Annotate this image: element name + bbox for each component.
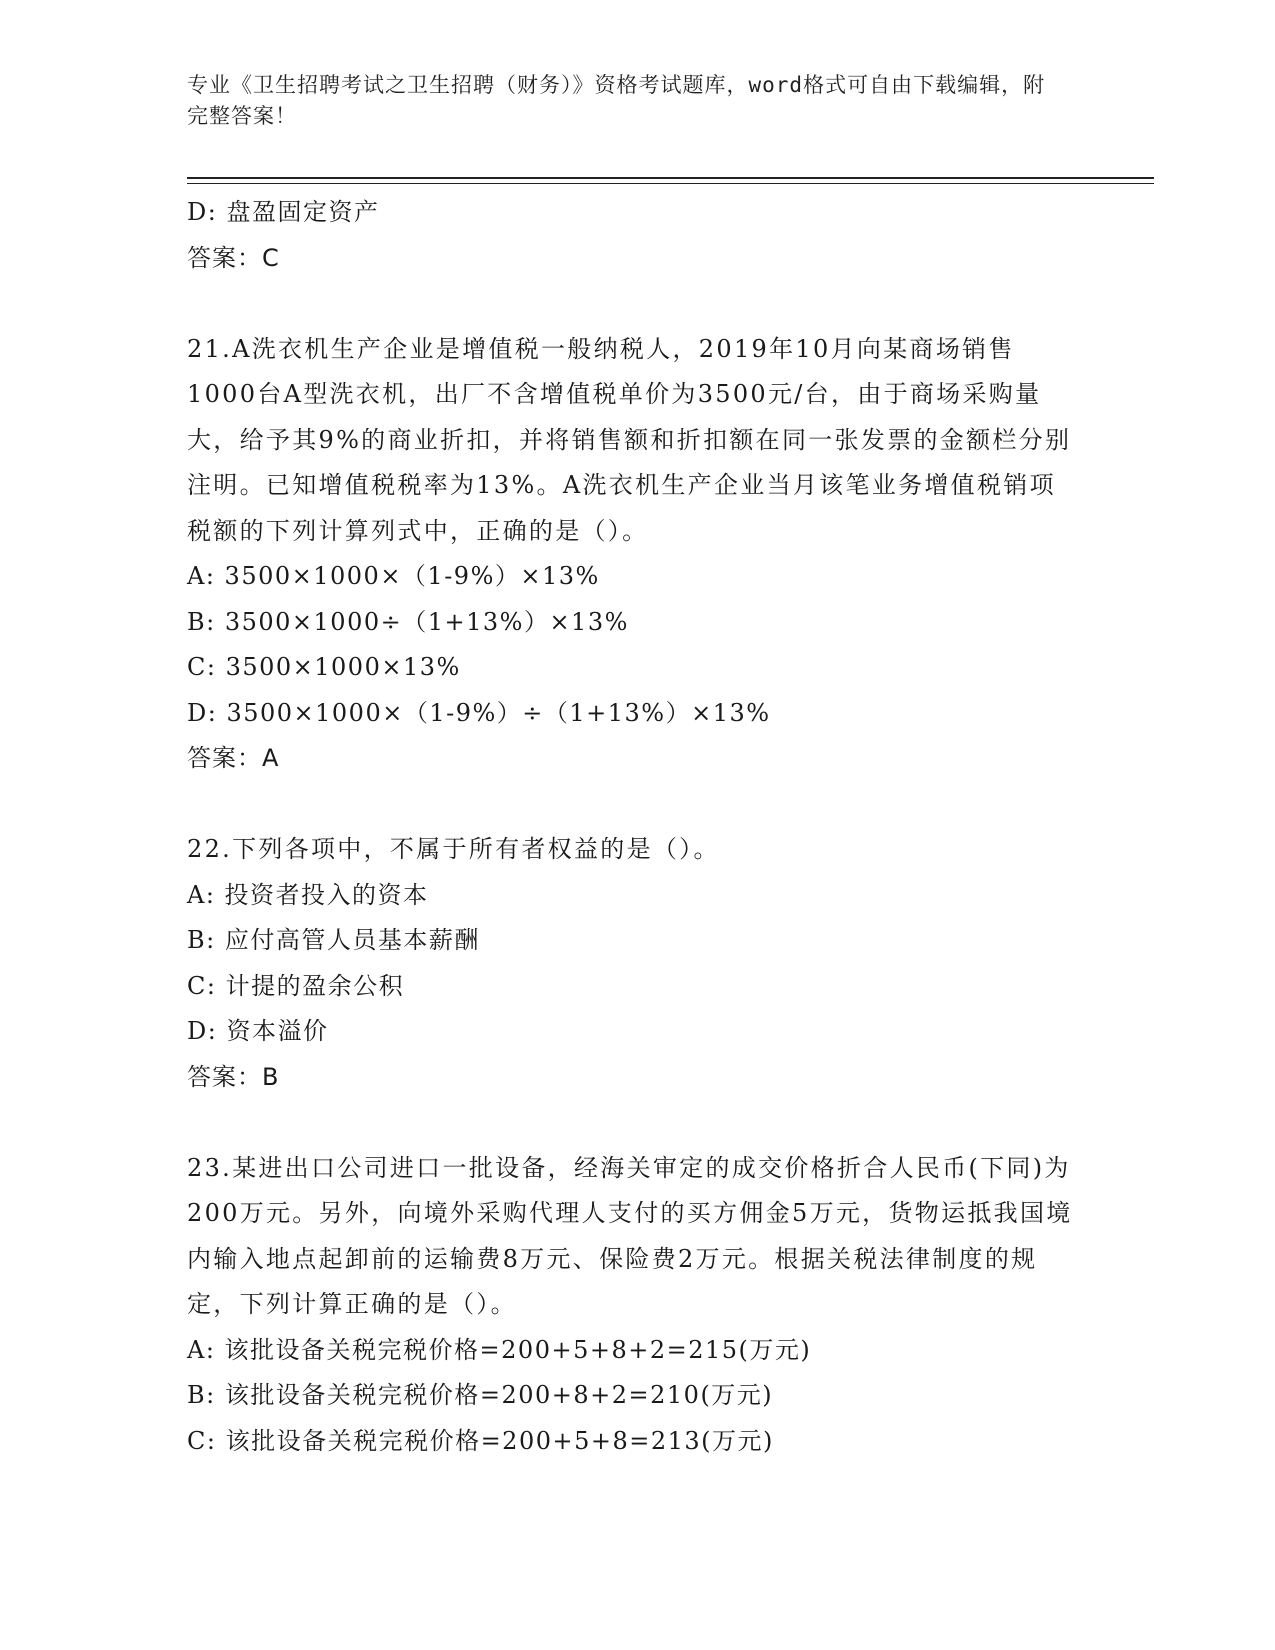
answer-line: 答案：C (187, 243, 280, 272)
option-d: D: 资本溢价 (187, 1017, 329, 1045)
document-header: 专业《卫生招聘考试之卫生招聘（财务）》资格考试题库，word格式可自由下载编辑，附完整答案！ (187, 73, 1046, 128)
question-stem: 22.下列各项中，不属于所有者权益的是（）。 (187, 835, 720, 863)
question-21 (187, 327, 1077, 782)
option-c: C: 3500×1000×13% (187, 653, 461, 681)
answer-line: 答案：B (187, 1062, 280, 1091)
option-a: A: 投资者投入的资本 (187, 880, 429, 909)
option-b: B: 应付高管人员基本薪酬 (187, 926, 480, 954)
option-d: D: 盘盈固定资产 (187, 198, 380, 226)
question-stem: 21.A洗衣机生产企业是增值税一般纳税人，2019年10月向某商场销售1000台A型洗衣机，出厂不含增值税单价为3500元/台，由于商场采购量大，给予其9%的商业折扣，并将销售额和折扣额在同一张发票的金额栏分别注明。已知增值税税率为13%。A洗衣机生产企业当月该笔业务增值税销项税额的下列计算列式中，正确的是（）。 (187, 334, 1072, 545)
document-body (187, 190, 1077, 1464)
option-a: A: 3500×1000×（1-9%）×13% (187, 562, 600, 590)
option-c: C: 该批设备关税完税价格=200+5+8=213(万元) (187, 1426, 774, 1455)
header-rule-thick (187, 177, 1154, 179)
option-d: D: 3500×1000×（1-9%）÷（1+13%）×13% (187, 698, 771, 727)
answer-line: 答案：A (187, 744, 280, 772)
question-stem: 23.某进出口公司进口一批设备，经海关审定的成交价格折合人民币(下同)为200万元。另外，向境外采购代理人支付的买方佣金5万元，货物运抵我国境内输入地点起卸前的运输费8万元、保险费2万元。根据关税法律制度的规定，下列计算正确的是（）。 (187, 1153, 1073, 1318)
option-c: C: 计提的盈余公积 (187, 971, 405, 1000)
header-rule-thin (187, 183, 1154, 184)
spacer (187, 1100, 1077, 1146)
option-b: B: 该批设备关税完税价格=200+8+2=210(万元) (187, 1381, 774, 1409)
spacer (187, 782, 1077, 828)
question-22 (187, 827, 1077, 1100)
option-a: A: 该批设备关税完税价格=200+5+8+2=215(万元) (187, 1335, 812, 1364)
option-b: B: 3500×1000÷（1+13%）×13% (187, 607, 629, 636)
spacer (187, 281, 1077, 327)
question-23 (187, 1146, 1077, 1465)
